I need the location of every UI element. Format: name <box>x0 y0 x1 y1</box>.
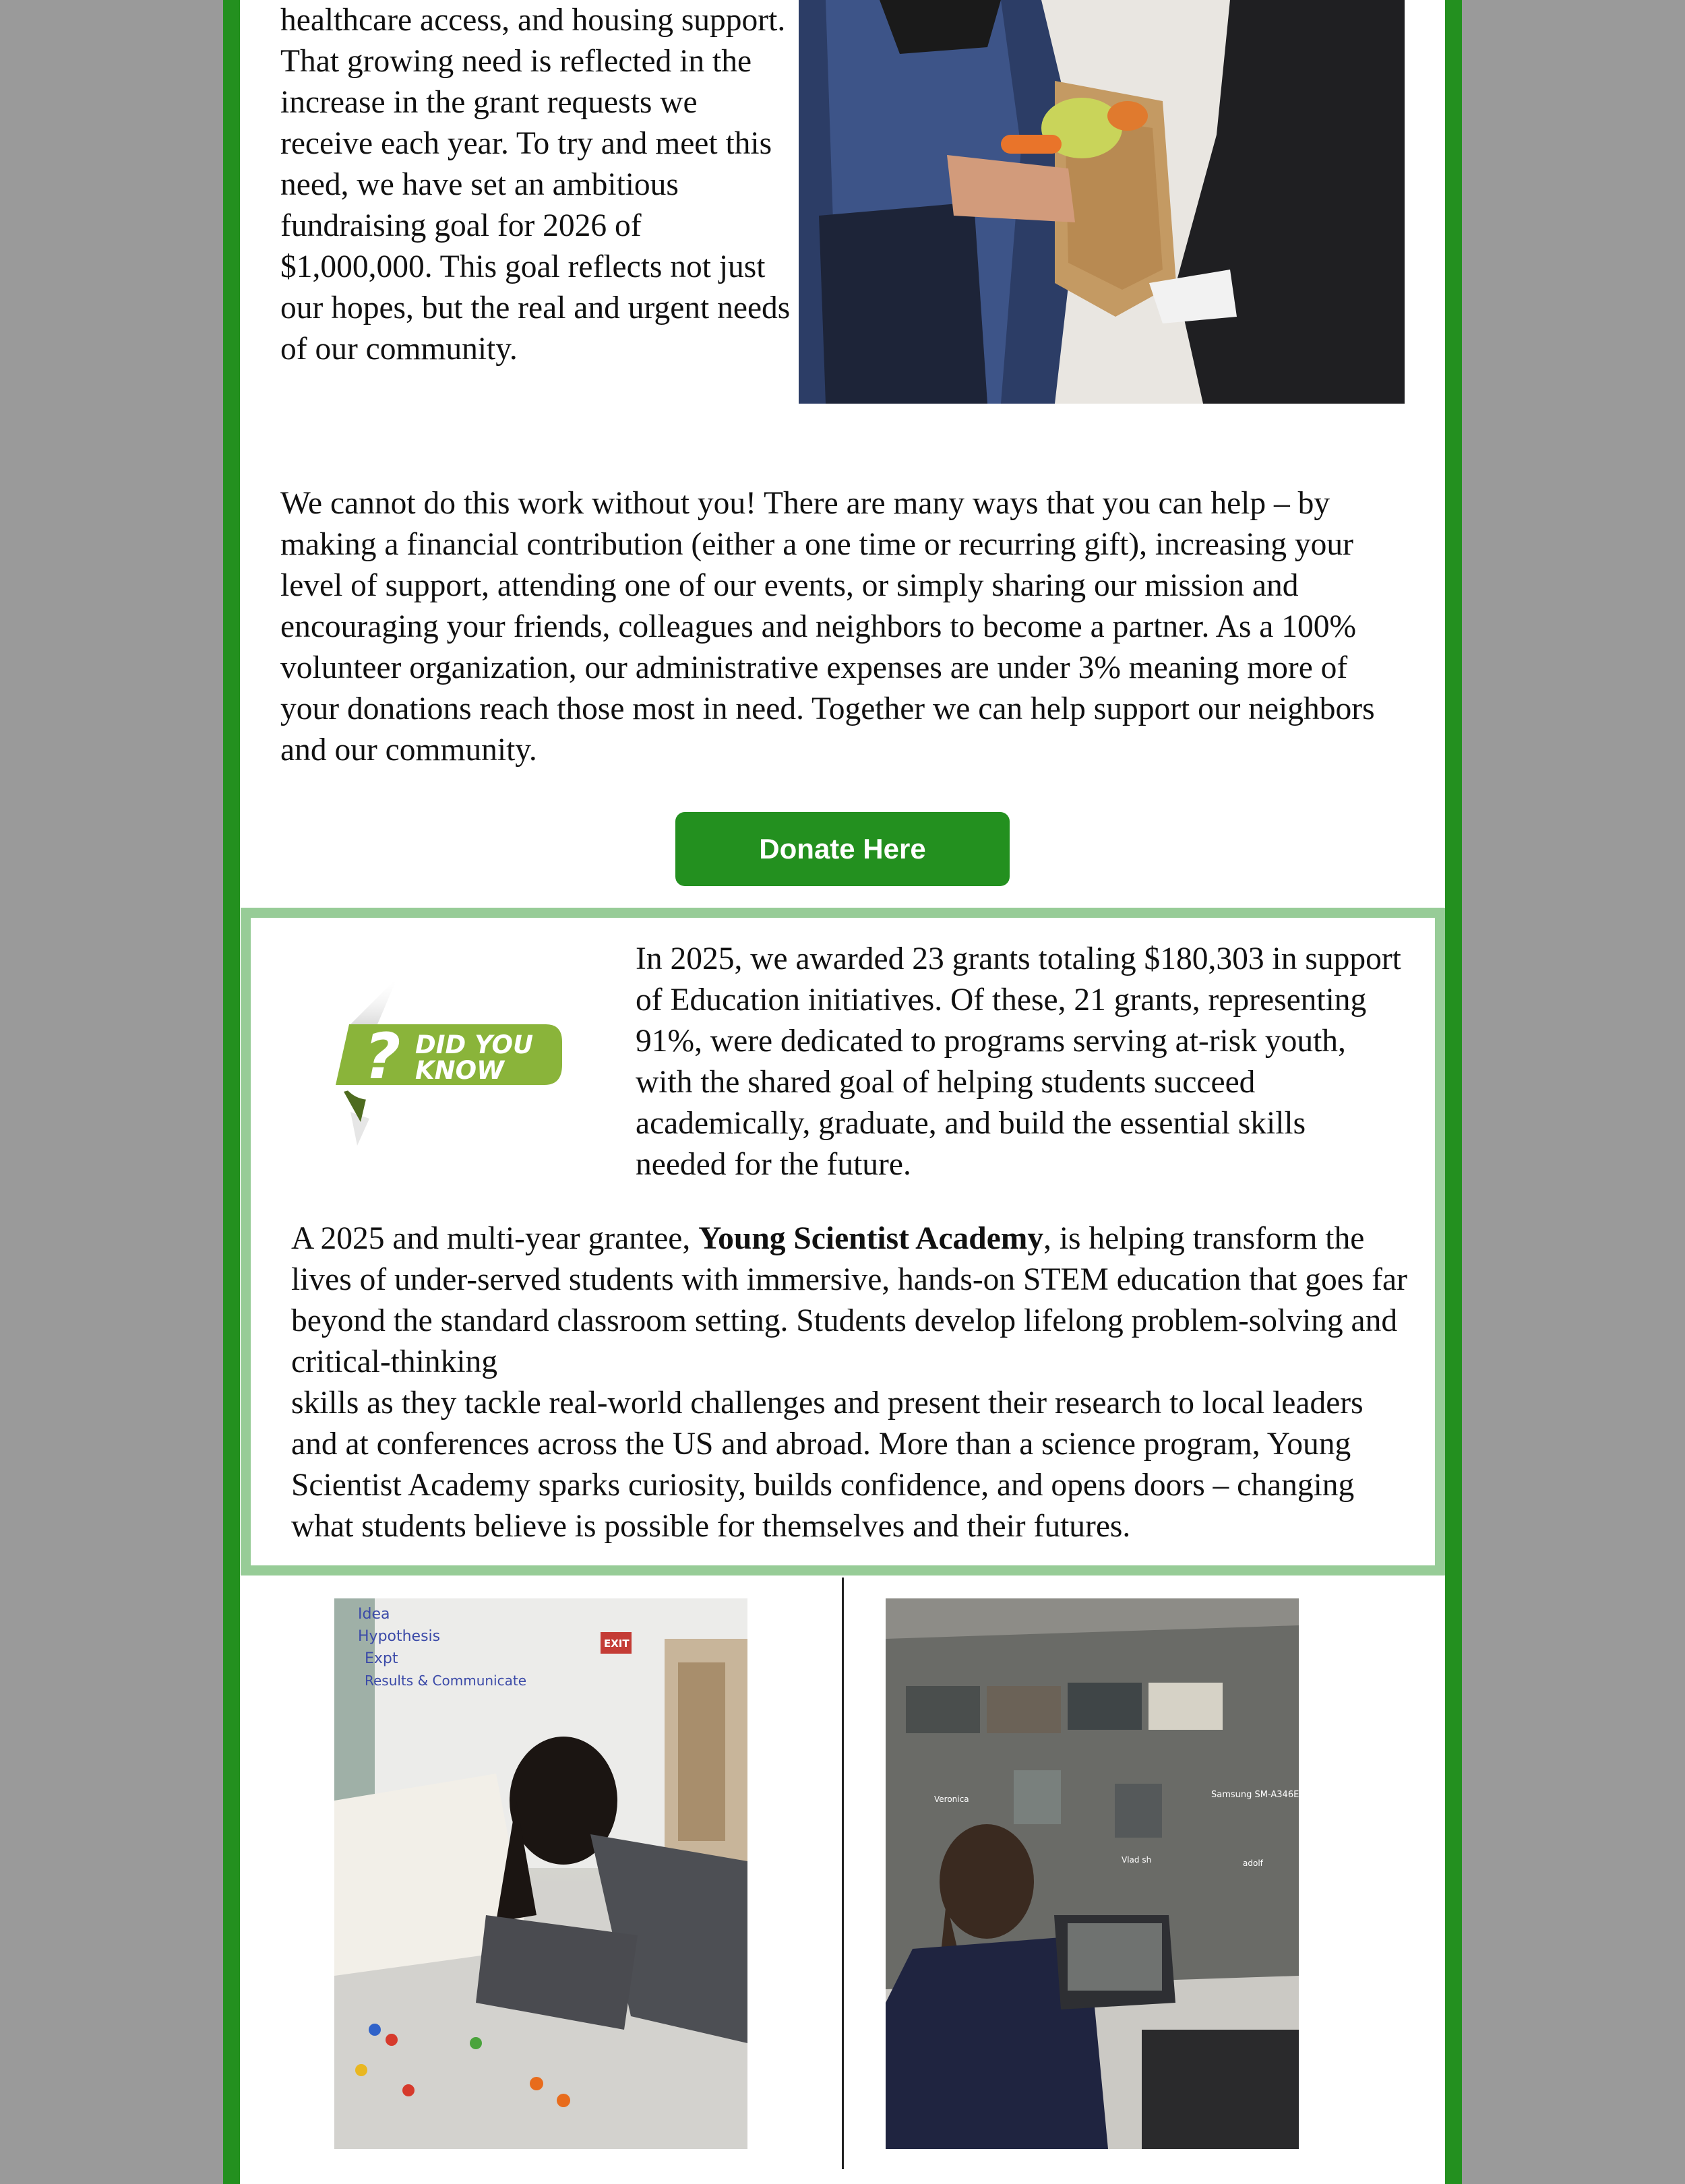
student-laptop-photo <box>334 1598 747 2149</box>
grant-stats-paragraph: In 2025, we awarded 23 grants totaling $180,303 in support of Education initiatives. Of these, 21 grants, representing 91%, were dedicated to programs serving at-risk youth, with the shared goal of helping students succeed academically, graduate, and build the essential skills needed for the future. <box>636 941 1401 1182</box>
whiteboard-line-1: Idea <box>358 1606 390 1623</box>
did-you-know-badge <box>330 977 573 1146</box>
badge-line-1: DID YOU <box>415 1030 534 1059</box>
grocery-handoff-illustration <box>799 0 1405 404</box>
donate-button[interactable]: Donate Here <box>675 812 1010 886</box>
photo-divider <box>842 1578 844 2169</box>
grantee-part-1: , is helping transform the lives of under-served students with immersive, hands-on STEM education that goes far beyond the standard classroom setting. Students develop lifelong problem-solving and critical-thinking <box>291 1221 1407 1379</box>
grantee-paragraph <box>291 1218 1410 1547</box>
video-tile-name-2: Samsung SM-A346E <box>1211 1790 1299 1800</box>
support-appeal-paragraph: We cannot do this work without you! There are many ways that you can help – by making a financial contribution (either a one time or recurring gift), increasing your level of support, attending one of our events, or simply sharing our mission and encouraging your friends, colleagues and neighbors to become a partner. As a 100% volunteer organization, our administrative expenses are under 3% meaning more of your donations reach those most in need. Together we can help support our neighbors and our community. <box>280 486 1375 768</box>
whiteboard-line-2: Hypothesis <box>358 1628 441 1645</box>
whiteboard-line-4: Results & Communicate <box>365 1673 526 1689</box>
student-video-call-illustration <box>886 1598 1299 2149</box>
exit-sign-text: EXIT <box>604 1637 630 1650</box>
video-tile-name-3: Vlad sh <box>1122 1855 1152 1865</box>
grocery-handoff-photo <box>799 0 1405 404</box>
grantee-line-1 <box>291 1218 1410 1383</box>
student-video-call-photo <box>886 1598 1299 2149</box>
student-laptop-illustration <box>334 1598 747 2149</box>
grantee-prefix: A 2025 and multi-year grantee, <box>291 1221 699 1256</box>
intro-paragraph: healthcare access, and housing support. That growing need is reflected in the increase in the grant requests we receive each year. To try and meet this need, we have set an ambitious fundraising goal for 2026 of $1,000,000. This goal reflects not just our hopes, but the real and urgent needs of our community. <box>280 3 791 367</box>
grantee-part-2: skills as they tackle real-world challenges and present their research to local leaders and at conferences across the US and abroad. More than a science program, Young Scientist Academy sparks curiosity, builds confidence, and opens doors – changing what students believe is possible for themselves and their futures. <box>291 1385 1364 1544</box>
video-tile-name-1: Veronica <box>934 1795 969 1804</box>
badge-line-2: KNOW <box>415 1056 504 1085</box>
grantee-name: Young Scientist Academy <box>698 1221 1044 1256</box>
badge-question-mark: ? <box>364 1020 401 1094</box>
video-tile-name-4: adolf <box>1243 1859 1263 1868</box>
did-you-know-graphic <box>330 977 573 1146</box>
whiteboard-line-3: Expt <box>365 1650 398 1667</box>
